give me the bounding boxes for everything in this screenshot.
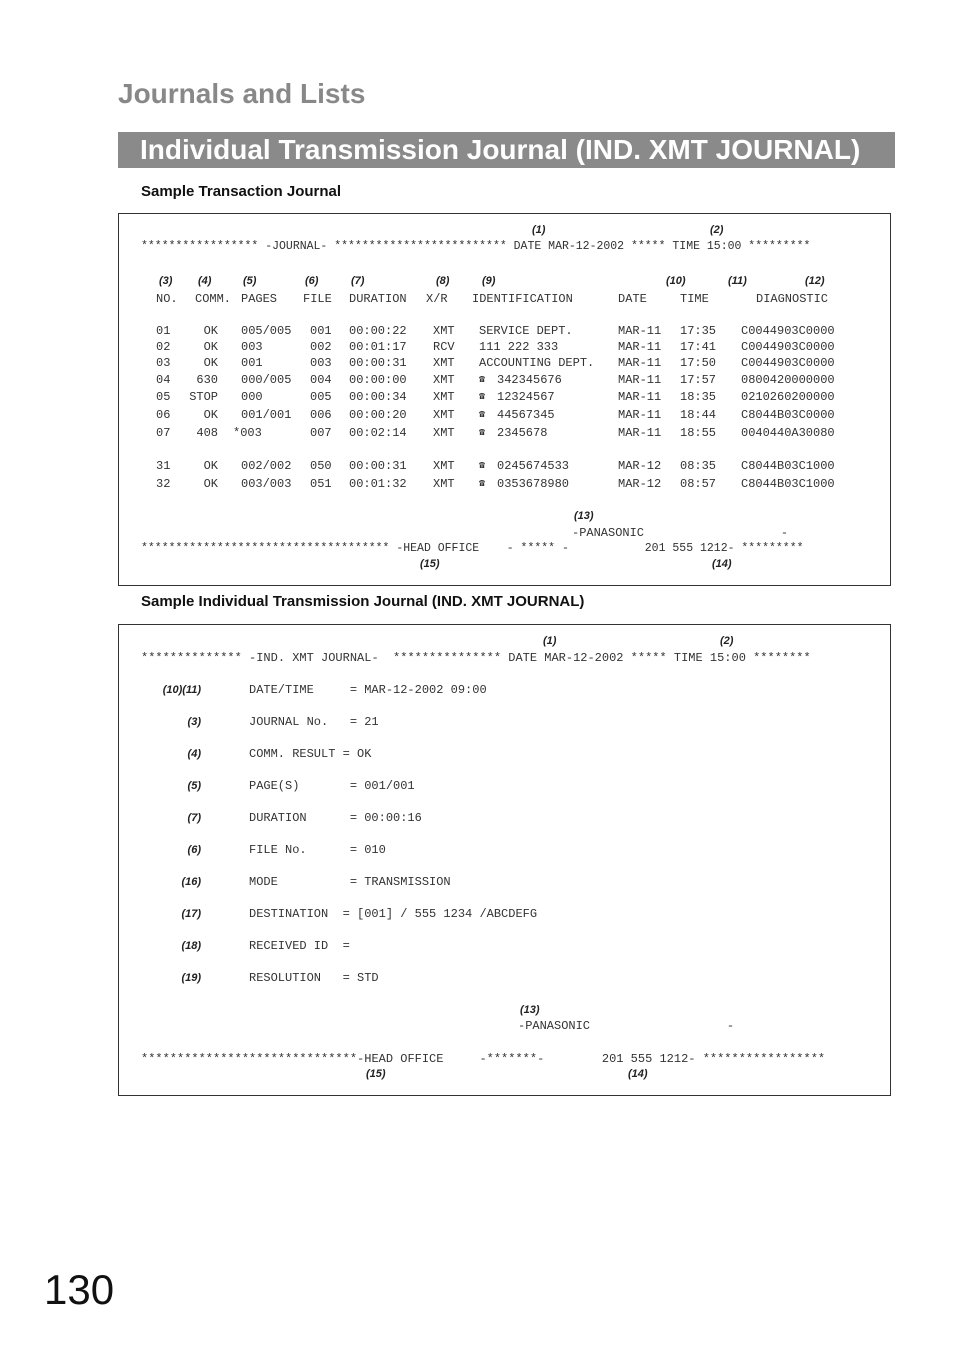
annotation-head-office: (15) <box>366 1068 386 1080</box>
journal-cell-time: 17:50 <box>680 356 717 370</box>
journal-cell-pages: 005/005 <box>241 324 292 338</box>
journal-cell-duration: 00:00:22 <box>349 324 407 338</box>
journal-cell-duration: 00:01:17 <box>349 340 407 354</box>
journal-cell-file: 002 <box>310 340 332 354</box>
journal-cell-duration: 00:00:31 <box>349 356 407 370</box>
journal-cell-time: 08:35 <box>680 459 717 473</box>
field-annotation: (18) <box>181 940 201 952</box>
field-annotation: (6) <box>187 844 201 856</box>
journal-cell-xr: XMT <box>433 390 455 404</box>
journal-cell-diag: 0800420000000 <box>741 373 835 387</box>
journal-cell-date: MAR-11 <box>618 356 662 370</box>
journal-cell-duration: 00:00:34 <box>349 390 407 404</box>
field-annotation: (7) <box>187 812 201 824</box>
field-annotation: (16) <box>181 876 201 888</box>
field-text: DURATION = 00:00:16 <box>249 811 422 825</box>
annotation-date: (1) <box>543 635 557 647</box>
journal-cell-file: 005 <box>310 390 332 404</box>
annotation-date: (1) <box>532 224 546 236</box>
sample-transaction-caption: Sample Transaction Journal <box>141 183 342 200</box>
journal-cell-pages: *003 <box>233 426 262 440</box>
journal-cell-id: 342345676 <box>497 373 562 387</box>
journal-cell-date: MAR-11 <box>618 408 662 422</box>
journal-cell-comm: OK <box>203 356 218 370</box>
col-annotation: (11) <box>728 275 747 287</box>
annotation-panasonic: (13) <box>574 510 594 522</box>
journal-cell-xr: XMT <box>433 459 455 473</box>
panasonic-line: -PANASONIC - <box>572 526 789 540</box>
journal-cell-diag: C0044903C0000 <box>741 356 835 370</box>
field-annotation: (17) <box>181 908 201 920</box>
journal-cell-comm: OK <box>203 477 218 491</box>
journal-cell-no: 03 <box>156 356 171 370</box>
journal-cell-pages: 000/005 <box>241 373 292 387</box>
journal-cell-no: 05 <box>156 390 171 404</box>
journal-cell-file: 004 <box>310 373 332 387</box>
journal-cell-diag: 0040440A30080 <box>741 426 835 440</box>
ind-xmt-journal-box <box>118 624 891 1096</box>
phone-icon: ☎ <box>479 461 486 472</box>
journal-cell-comm: OK <box>203 408 218 422</box>
journal-cell-duration: 00:00:20 <box>349 408 407 422</box>
journal-cell-xr: XMT <box>433 477 455 491</box>
journal-cell-id: SERVICE DEPT. <box>479 324 573 338</box>
annotation-number: (14) <box>712 558 732 570</box>
annotation-panasonic: (13) <box>520 1004 540 1016</box>
col-annotation: (7) <box>351 275 365 287</box>
journal-cell-diag: 0210260200000 <box>741 390 835 404</box>
journal-cell-xr: XMT <box>433 324 455 338</box>
field-text: DATE/TIME = MAR-12-2002 09:00 <box>249 683 487 697</box>
journal-cell-date: MAR-11 <box>618 340 662 354</box>
col-annotation: (5) <box>243 275 257 287</box>
field-annotation: (19) <box>181 972 201 984</box>
journal-cell-xr: RCV <box>433 340 455 354</box>
journal-cell-comm: 630 <box>196 373 218 387</box>
field-annotation: (4) <box>187 748 201 760</box>
journal-cell-file: 003 <box>310 356 332 370</box>
journal-cell-xr: XMT <box>433 373 455 387</box>
journal-cell-id: 12324567 <box>497 390 555 404</box>
sample-ind-xmt-caption: Sample Individual Transmission Journal (IND. XMT JOURNAL) <box>141 593 585 610</box>
phone-icon: ☎ <box>479 375 486 386</box>
journal-cell-id: 111 222 333 <box>479 340 559 354</box>
phone-icon: ☎ <box>479 392 486 403</box>
journal-cell-diag: C8044B03C1000 <box>741 477 835 491</box>
field-text: RECEIVED ID = <box>249 939 350 953</box>
journal-cell-comm: STOP <box>189 390 218 404</box>
transaction-journal-box <box>118 213 891 586</box>
journal-cell-file: 050 <box>310 459 332 473</box>
col-annotation: (9) <box>482 275 496 287</box>
journal-cell-no: 31 <box>156 459 171 473</box>
journal-cell-duration: 00:02:14 <box>349 426 407 440</box>
journal-cell-comm: 408 <box>196 426 218 440</box>
journal-cell-comm: OK <box>203 324 218 338</box>
journal-cell-date: MAR-11 <box>618 390 662 404</box>
field-annotation: (10)(11) <box>162 684 201 696</box>
phone-icon: ☎ <box>479 410 486 421</box>
journal-cell-time: 18:55 <box>680 426 717 440</box>
annotation-time: (2) <box>720 635 734 647</box>
journal-cell-time: 18:35 <box>680 390 717 404</box>
journal-cell-pages: 000 <box>241 390 263 404</box>
journal-cell-date: MAR-12 <box>618 477 662 491</box>
journal-cell-file: 007 <box>310 426 332 440</box>
field-text: JOURNAL No. = 21 <box>249 715 379 729</box>
column-header: PAGES <box>241 292 278 306</box>
field-text: MODE = TRANSMISSION <box>249 875 451 889</box>
field-annotation: (3) <box>187 716 201 728</box>
journal-cell-time: 18:44 <box>680 408 717 422</box>
annotation-head-office: (15) <box>420 558 440 570</box>
field-annotation: (5) <box>187 780 201 792</box>
journal-cell-no: 04 <box>156 373 171 387</box>
column-header: IDENTIFICATION <box>472 292 573 306</box>
journal-cell-date: MAR-11 <box>618 373 662 387</box>
field-text: FILE No. = 010 <box>249 843 386 857</box>
journal-cell-pages: 002/002 <box>241 459 292 473</box>
journal-cell-duration: 00:00:00 <box>349 373 407 387</box>
field-text: RESOLUTION = STD <box>249 971 379 985</box>
column-header: COMM. <box>195 292 232 306</box>
journal-cell-time: 08:57 <box>680 477 717 491</box>
col-annotation: (3) <box>159 275 173 287</box>
journal-cell-time: 17:35 <box>680 324 717 338</box>
journal-cell-diag: C0044903C0000 <box>741 324 835 338</box>
col-annotation: (4) <box>198 275 212 287</box>
journal-cell-xr: XMT <box>433 356 455 370</box>
field-text: COMM. RESULT = OK <box>249 747 372 761</box>
column-header: DATE <box>618 292 647 306</box>
column-header: NO. <box>156 292 178 306</box>
journal-cell-id: 44567345 <box>497 408 555 422</box>
journal-cell-diag: C8044B03C0000 <box>741 408 835 422</box>
journal-cell-id: 2345678 <box>497 426 548 440</box>
journal-cell-diag: C0044903C0000 <box>741 340 835 354</box>
journal-cell-xr: XMT <box>433 426 455 440</box>
journal-cell-time: 17:57 <box>680 373 717 387</box>
journal-cell-no: 07 <box>156 426 171 440</box>
col-annotation: (8) <box>436 275 450 287</box>
field-text: DESTINATION = [001] / 555 1234 /ABCDEFG <box>249 907 538 921</box>
journal-header-line: ***************** -JOURNAL- ************************* DATE MAR-12-2002 ***** TIME 15:00 ********* <box>141 240 811 253</box>
phone-icon: ☎ <box>479 479 486 490</box>
col-annotation: (12) <box>805 275 825 287</box>
column-header: DIAGNOSTIC <box>756 292 829 306</box>
col-annotation: (10) <box>666 275 686 287</box>
journal-cell-no: 01 <box>156 324 171 338</box>
journal-cell-duration: 00:01:32 <box>349 477 407 491</box>
journal-cell-pages: 003 <box>241 340 263 354</box>
column-header: DURATION <box>349 292 407 306</box>
journal-cell-comm: OK <box>203 459 218 473</box>
phone-icon: ☎ <box>479 428 486 439</box>
journal-cell-id: ACCOUNTING DEPT. <box>479 356 595 370</box>
annotation-time: (2) <box>710 224 724 236</box>
ind-journal-header-line: ************** -IND. XMT JOURNAL- *************** DATE MAR-12-2002 ***** TIME 15:00 ******** <box>141 651 811 665</box>
column-header: X/R <box>426 292 448 306</box>
journal-cell-file: 006 <box>310 408 332 422</box>
journal-cell-no: 06 <box>156 408 171 422</box>
annotation-number: (14) <box>628 1068 648 1080</box>
journal-cell-file: 001 <box>310 324 332 338</box>
panasonic-line: -PANASONIC - <box>518 1019 735 1033</box>
journal-cell-no: 32 <box>156 477 171 491</box>
journal-cell-pages: 001/001 <box>241 408 292 422</box>
field-text: PAGE(S) = 001/001 <box>249 779 415 793</box>
column-header: FILE <box>303 292 332 306</box>
col-annotation: (6) <box>305 275 319 287</box>
journal-cell-pages: 001 <box>241 356 263 370</box>
journal-cell-comm: OK <box>203 340 218 354</box>
section-title: Journals and Lists <box>118 78 366 109</box>
journal-cell-diag: C8044B03C1000 <box>741 459 835 473</box>
journal-cell-pages: 003/003 <box>241 477 292 491</box>
page-banner-title: Individual Transmission Journal (IND. XMT JOURNAL) <box>118 132 895 168</box>
journal-cell-xr: XMT <box>433 408 455 422</box>
page-number: 130 <box>44 1266 115 1313</box>
journal-cell-id: 0245674533 <box>497 459 570 473</box>
journal-cell-date: MAR-12 <box>618 459 662 473</box>
journal-cell-date: MAR-11 <box>618 426 662 440</box>
journal-cell-time: 17:41 <box>680 340 717 354</box>
journal-footer-line: ************************************ -HEAD OFFICE - ***** - 201 555 1212- ********* <box>141 542 804 555</box>
journal-cell-no: 02 <box>156 340 171 354</box>
journal-cell-file: 051 <box>310 477 332 491</box>
column-header: TIME <box>680 292 709 306</box>
journal-cell-id: 0353678980 <box>497 477 570 491</box>
journal-cell-duration: 00:00:31 <box>349 459 407 473</box>
ind-journal-footer-line: ******************************-HEAD OFFICE -*******- 201 555 1212- ***************** <box>141 1052 826 1066</box>
journal-cell-date: MAR-11 <box>618 324 662 338</box>
